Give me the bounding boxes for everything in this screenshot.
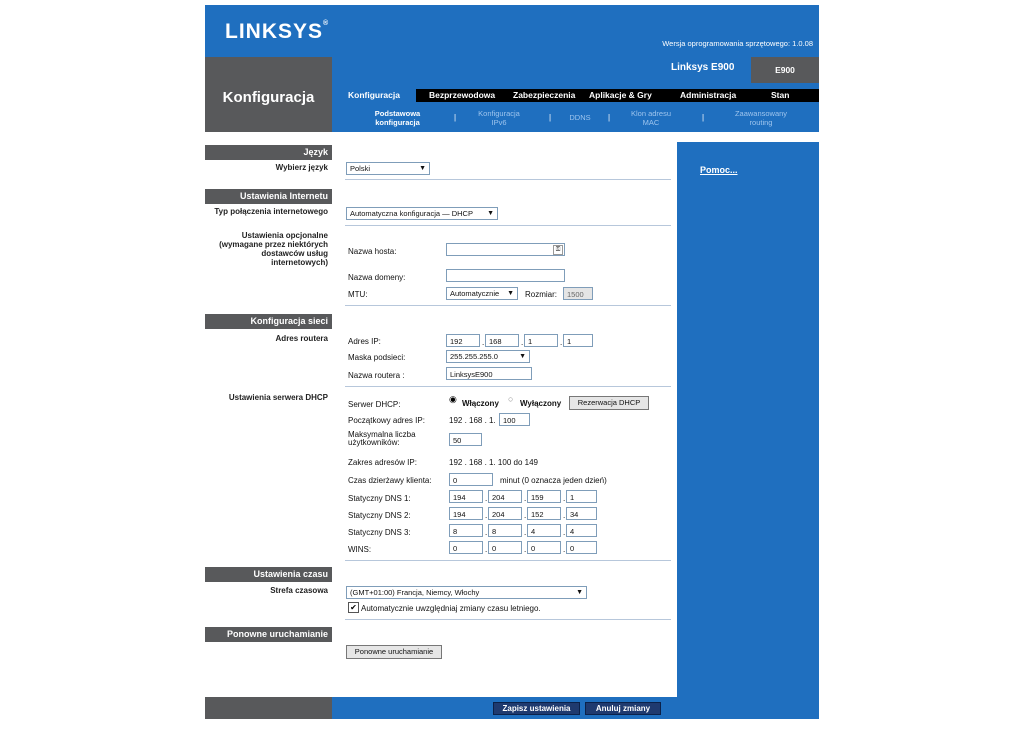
lease-time-note: minut (0 oznacza jeden dzień) <box>500 476 607 485</box>
wins-octet-3[interactable]: 0 <box>527 541 561 554</box>
dns3-octet-2[interactable]: 8 <box>488 524 522 537</box>
start-ip-prefix: 192 . 168 . 1. <box>449 416 496 425</box>
host-label: Nazwa hosta: <box>348 247 397 256</box>
dhcp-reservation-button[interactable]: Rezerwacja DHCP <box>569 396 649 410</box>
host-input[interactable] <box>446 243 565 256</box>
subnet-mask-select[interactable] <box>446 350 530 363</box>
divider <box>345 305 671 306</box>
subnet-mask-value: 255.255.255.0 <box>450 352 498 361</box>
label-adres-routera: Adres routera <box>275 334 328 343</box>
section-head-jezyk: Język <box>205 145 332 160</box>
dropdown-arrow-icon: ▼ <box>419 165 426 172</box>
radio-enabled-label: Włączony <box>462 399 499 408</box>
dns2-label: Statyczny DNS 2: <box>348 511 411 520</box>
dns3-octet-4[interactable]: 4 <box>566 524 597 537</box>
dns1-label: Statyczny DNS 1: <box>348 494 411 503</box>
header-bar <box>205 5 819 57</box>
divider <box>345 225 671 226</box>
help-panel <box>677 142 819 719</box>
connection-type-select[interactable] <box>346 207 498 220</box>
divider <box>345 619 671 620</box>
ip-label: Adres IP: <box>348 337 381 346</box>
lease-time-input[interactable]: 0 <box>449 473 493 486</box>
wins-label: WINS: <box>348 545 372 554</box>
subtab-klon-mac[interactable]: Klon adresu MAC <box>630 109 672 127</box>
radio-enabled[interactable]: ◉ <box>449 394 457 404</box>
subtab-ddns[interactable]: DDNS <box>569 113 591 122</box>
timezone-select[interactable] <box>346 586 587 599</box>
wins-octet-1[interactable]: 0 <box>449 541 483 554</box>
ip-range-label: Zakres adresów IP: <box>348 458 417 467</box>
tab-administracja[interactable]: Administracja <box>680 90 737 100</box>
submenu-separator: | <box>702 113 705 122</box>
dns2-octet-4[interactable]: 34 <box>566 507 597 520</box>
label-typ-polaczenia: Typ połączenia internetowego <box>214 207 328 216</box>
section-head-internet: Ustawienia Internetu <box>205 189 332 204</box>
dns1-octet-2[interactable]: 204 <box>488 490 522 503</box>
dns2-octet-2[interactable]: 204 <box>488 507 522 520</box>
submenu-separator: | <box>549 113 552 122</box>
divider <box>345 179 671 180</box>
firmware-version: Wersja oprogramowania sprzętowego: 1.0.08 <box>662 39 813 48</box>
timezone-value: (GMT+01:00) Francja, Niemcy, Włochy <box>350 588 480 597</box>
ip-range-value: 192 . 168 . 1. 100 do 149 <box>449 458 538 467</box>
dns1-octet-4[interactable]: 1 <box>566 490 597 503</box>
mtu-select[interactable] <box>446 287 518 300</box>
model-name: Linksys E900 <box>671 62 735 73</box>
section-head-reboot: Ponowne uruchamianie <box>205 627 332 642</box>
dst-checkbox[interactable]: ✔ <box>348 602 359 613</box>
dropdown-arrow-icon: ▼ <box>507 290 514 297</box>
footer-left-band <box>205 697 332 719</box>
save-button[interactable]: Zapisz ustawienia <box>493 702 580 715</box>
language-value: Polski <box>350 164 371 173</box>
tab-stan[interactable]: Stan <box>771 90 790 100</box>
linksys-logo: LINKSYS® <box>225 20 330 43</box>
dns1-octet-1[interactable]: 194 <box>449 490 483 503</box>
label-ustawienia-opcjonalne: Ustawienia opcjonalne (wymagane przez niektórych dostawców usług internetowych) <box>219 231 328 267</box>
dhcp-server-label: Serwer DHCP: <box>348 400 401 409</box>
router-name-input[interactable]: LinksysE900 <box>446 367 532 380</box>
ip-octet-3[interactable]: 1 <box>524 334 558 347</box>
tab-zabezpieczenia[interactable]: Zabezpieczenia <box>513 90 576 100</box>
reboot-button[interactable]: Ponowne uruchamianie <box>346 645 442 659</box>
domain-label: Nazwa domeny: <box>348 273 406 282</box>
dns2-octet-1[interactable]: 194 <box>449 507 483 520</box>
submenu-separator: | <box>608 113 611 122</box>
submenu-separator: | <box>454 113 457 122</box>
divider <box>345 560 671 561</box>
start-ip-input[interactable]: 100 <box>499 413 530 426</box>
wins-octet-4[interactable]: 0 <box>566 541 597 554</box>
wins-octet-2[interactable]: 0 <box>488 541 522 554</box>
tab-konfiguracja[interactable]: Konfiguracja <box>332 89 416 105</box>
language-select[interactable] <box>346 162 430 175</box>
key-icon: ⚿ <box>553 245 563 255</box>
subtab-podstawowa[interactable]: Podstawowa konfiguracja <box>374 109 421 127</box>
ip-octet-1[interactable]: 192 <box>446 334 480 347</box>
dns3-label: Statyczny DNS 3: <box>348 528 411 537</box>
lease-time-label: Czas dzierżawy klienta: <box>348 476 432 485</box>
radio-disabled[interactable]: ○ <box>508 394 514 404</box>
dst-label: Automatycznie uwzględniaj zmiany czasu letniego. <box>361 604 541 613</box>
mask-label: Maska podsieci: <box>348 353 406 362</box>
dns3-octet-1[interactable]: 8 <box>449 524 483 537</box>
max-users-label: Maksymalna liczba użytkowników: <box>348 430 416 447</box>
dropdown-arrow-icon: ▼ <box>519 353 526 360</box>
section-head-siec: Konfiguracja sieci <box>205 314 332 329</box>
radio-disabled-label: Wyłączony <box>520 399 562 408</box>
divider <box>345 386 671 387</box>
router-name-label: Nazwa routera : <box>348 371 405 380</box>
model-tag: E900 <box>751 57 819 83</box>
mtu-size-input[interactable]: 1500 <box>563 287 593 300</box>
label-wybierz-jezyk: Wybierz język <box>275 163 328 172</box>
size-label: Rozmiar: <box>525 290 558 299</box>
router-admin-page: LINKSYS® Wersja oprogramowania sprzętowego: 1.0.08 Konfiguracja Linksys E900 E900 Konfiguracja Bezprzewodowa Zabezpieczenia Aplikacje & Gry Administracja Stan Podstawowa konfiguracja | Konfiguracja IPv6 | DDNS | Klon adresu MAC | Zaawansowany routing Język Wybierz język Ustawienia Internetu Typ połączenia internetowego Ustawienia opcjonalne (wymagane przez niektórych dostawców usług internetowych) Konfiguracja sieci Adres routera Ustawienia serwera DHCP Ustawienia czasu Strefa czasowa Ponowne uruchamianie Pomoc... Polski ▼ Automatyczna konfiguracja — DHCP ▼ Nazwa hosta: ⚿ Nazwa domeny: MTU: Automatycznie ▼ Rozmiar: 1500 Adres IP: 192 . 168 . 1 . 1 Maska podsieci: 255.255.255.0 ▼ Nazwa routera : LinksysE900 Serwer DHCP: ◉ Włączony ○ Wyłączony Rezerwacja DHCP Początkowy adres IP: 192 . 168 . 1. 100 Maksymalna liczba użytkowników: 50 Zakres adresów IP: 192 . 168 . 1. 100 do 149 Czas dzierżawy klienta: 0 minut (0 oznacza jeden dzień) Statyczny DNS 1: 194 . 204 . 159 . 1 Statyczny DNS 2: 194 . 204 . 152 . 34 Statyczny DNS 3: 8 . 8 . 4 . 4 WINS: 0 . 0 . 0 . 0 (GMT+01:00) Francja, Niemcy, Włochy ▼ ✔ Automatycznie uwzględniaj zmiany czasu letniego. Ponowne uruchamianie Zapisz ustawienia Anuluj zmiany <box>205 5 819 719</box>
domain-input[interactable] <box>446 269 565 282</box>
subtab-routing[interactable]: Zaawansowany routing <box>734 109 788 127</box>
max-users-input[interactable]: 50 <box>449 433 482 446</box>
section-head-czas: Ustawienia czasu <box>205 567 332 582</box>
start-ip-label: Początkowy adres IP: <box>348 416 425 425</box>
tab-aplikacje-gry[interactable]: Aplikacje & Gry <box>589 90 652 100</box>
ip-octet-4[interactable]: 1 <box>563 334 593 347</box>
tab-bezprzewodowa[interactable]: Bezprzewodowa <box>429 90 496 100</box>
subtab-ipv6[interactable]: Konfiguracja IPv6 <box>478 109 520 127</box>
dropdown-arrow-icon: ▼ <box>576 589 583 596</box>
page-title: Konfiguracja <box>222 89 315 106</box>
label-strefa-czasowa: Strefa czasowa <box>270 586 328 595</box>
cancel-button[interactable]: Anuluj zmiany <box>585 702 661 715</box>
dns1-octet-3[interactable]: 159 <box>527 490 561 503</box>
connection-type-value: Automatyczna konfiguracja — DHCP <box>350 209 473 218</box>
mtu-label: MTU: <box>348 290 368 299</box>
dns2-octet-3[interactable]: 152 <box>527 507 561 520</box>
label-serwer-dhcp: Ustawienia serwera DHCP <box>228 393 328 402</box>
dropdown-arrow-icon: ▼ <box>487 210 494 217</box>
help-link[interactable]: Pomoc... <box>700 165 738 175</box>
mtu-value: Automatycznie <box>450 289 500 298</box>
dns3-octet-3[interactable]: 4 <box>527 524 561 537</box>
ip-octet-2[interactable]: 168 <box>485 334 519 347</box>
